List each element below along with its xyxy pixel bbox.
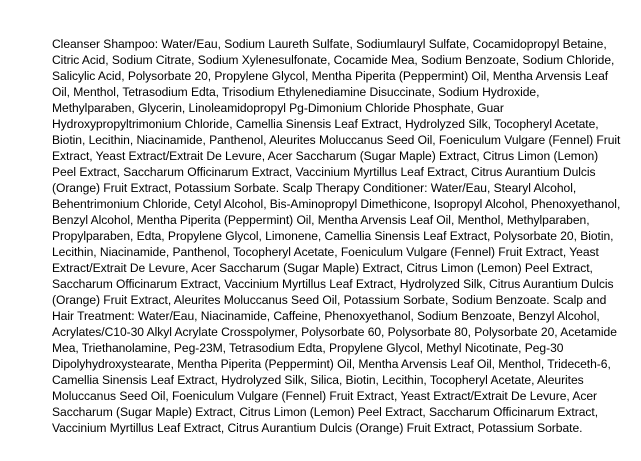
ingredients-document <box>52 36 622 436</box>
ingredients-paragraph: Cleanser Shampoo: Water/Eau, Sodium Laureth Sulfate, Sodiumlauryl Sulfate, Cocamidopropyl Betaine, Citric Acid, Sodium Citrate, Sodium Xylenesulfonate, Cocamide Mea, Sodium Benzoate, Sodium Chloride, Salicylic Acid, Polysorbate 20, Propylene Glycol, Mentha Piperita (Peppermint) Oil, Mentha Arvensis Leaf Oil, Menthol, Tetrasodium Edta, Trisodium Ethylenediamine Disuccinate, Sodium Hydroxide, Methylparaben, Glycerin, Linoleamidopropyl Pg-Dimonium Chloride Phosphate, Guar Hydroxypropyltrimonium Chloride, Camellia Sinensis Leaf Extract, Hydrolyzed Silk, Tocopheryl Acetate, Biotin, Lecithin, Niacinamide, Panthenol, Aleurites Moluccanus Seed Oil, Foeniculum Vulgare (Fennel) Fruit Extract, Yeast Extract/Extrait De Levure, Acer Saccharum (Sugar Maple) Extract, Citrus Limon (Lemon) Peel Extract, Saccharum Officinarum Extract, Vaccinium Myrtillus Leaf Extract, Citrus Aurantium Dulcis (Orange) Fruit Extract, Potassium Sorbate. Scalp Therapy Conditioner: Water/Eau, Stearyl Alcohol, Behentrimonium Chloride, Cetyl Alcohol, Bis-Aminopropyl Dimethicone, Isopropyl Alcohol, Phenoxyethanol, Benzyl Alcohol, Mentha Piperita (Peppermint) Oil, Mentha Arvensis Leaf Oil, Menthol, Methylparaben, Propylparaben, Edta, Propylene Glycol, Limonene, Camellia Sinensis Leaf Extract, Polysorbate 20, Biotin, Lecithin, Niacinamide, Panthenol, Tocopheryl Acetate, Foeniculum Vulgare (Fennel) Fruit Extract, Yeast Extract/Extrait De Levure, Acer Saccharum (Sugar Maple) Extract, Citrus Limon (Lemon) Peel Extract, Saccharum Officinarum Extract, Vaccinium Myrtillus Leaf Extract, Hydrolyzed Silk, Citrus Aurantium Dulcis (Orange) Fruit Extract, Aleurites Moluccanus Seed Oil, Potassium Sorbate, Sodium Benzoate. Scalp and Hair Treatment: Water/Eau, Niacinamide, Caffeine, Phenoxyethanol, Sodium Benzoate, Benzyl Alcohol, Acrylates/C10-30 Alkyl Acrylate Crosspolymer, Polysorbate 60, Polysorbate 80, Polysorbate 20, Acetamide Mea, Triethanolamine, Peg-23M, Tetrasodium Edta, Propylene Glycol, Methyl Nicotinate, Peg-30 Dipolyhydroxystearate, Mentha Piperita (Peppermint) Oil, Mentha Arvensis Leaf Oil, Menthol, Trideceth-6, Camellia Sinensis Leaf Extract, Hydrolyzed Silk, Silica, Biotin, Lecithin, Tocopheryl Acetate, Aleurites Moluccanus Seed Oil, Foeniculum Vulgare (Fennel) Fruit Extract, Yeast Extract/Extrait De Levure, Acer Saccharum (Sugar Maple) Extract, Citrus Limon (Lemon) Peel Extract, Saccharum Officinarum Extract, Vaccinium Myrtillus Leaf Extract, Citrus Aurantium Dulcis (Orange) Fruit Extract, Potassium Sorbate. <box>52 37 621 435</box>
